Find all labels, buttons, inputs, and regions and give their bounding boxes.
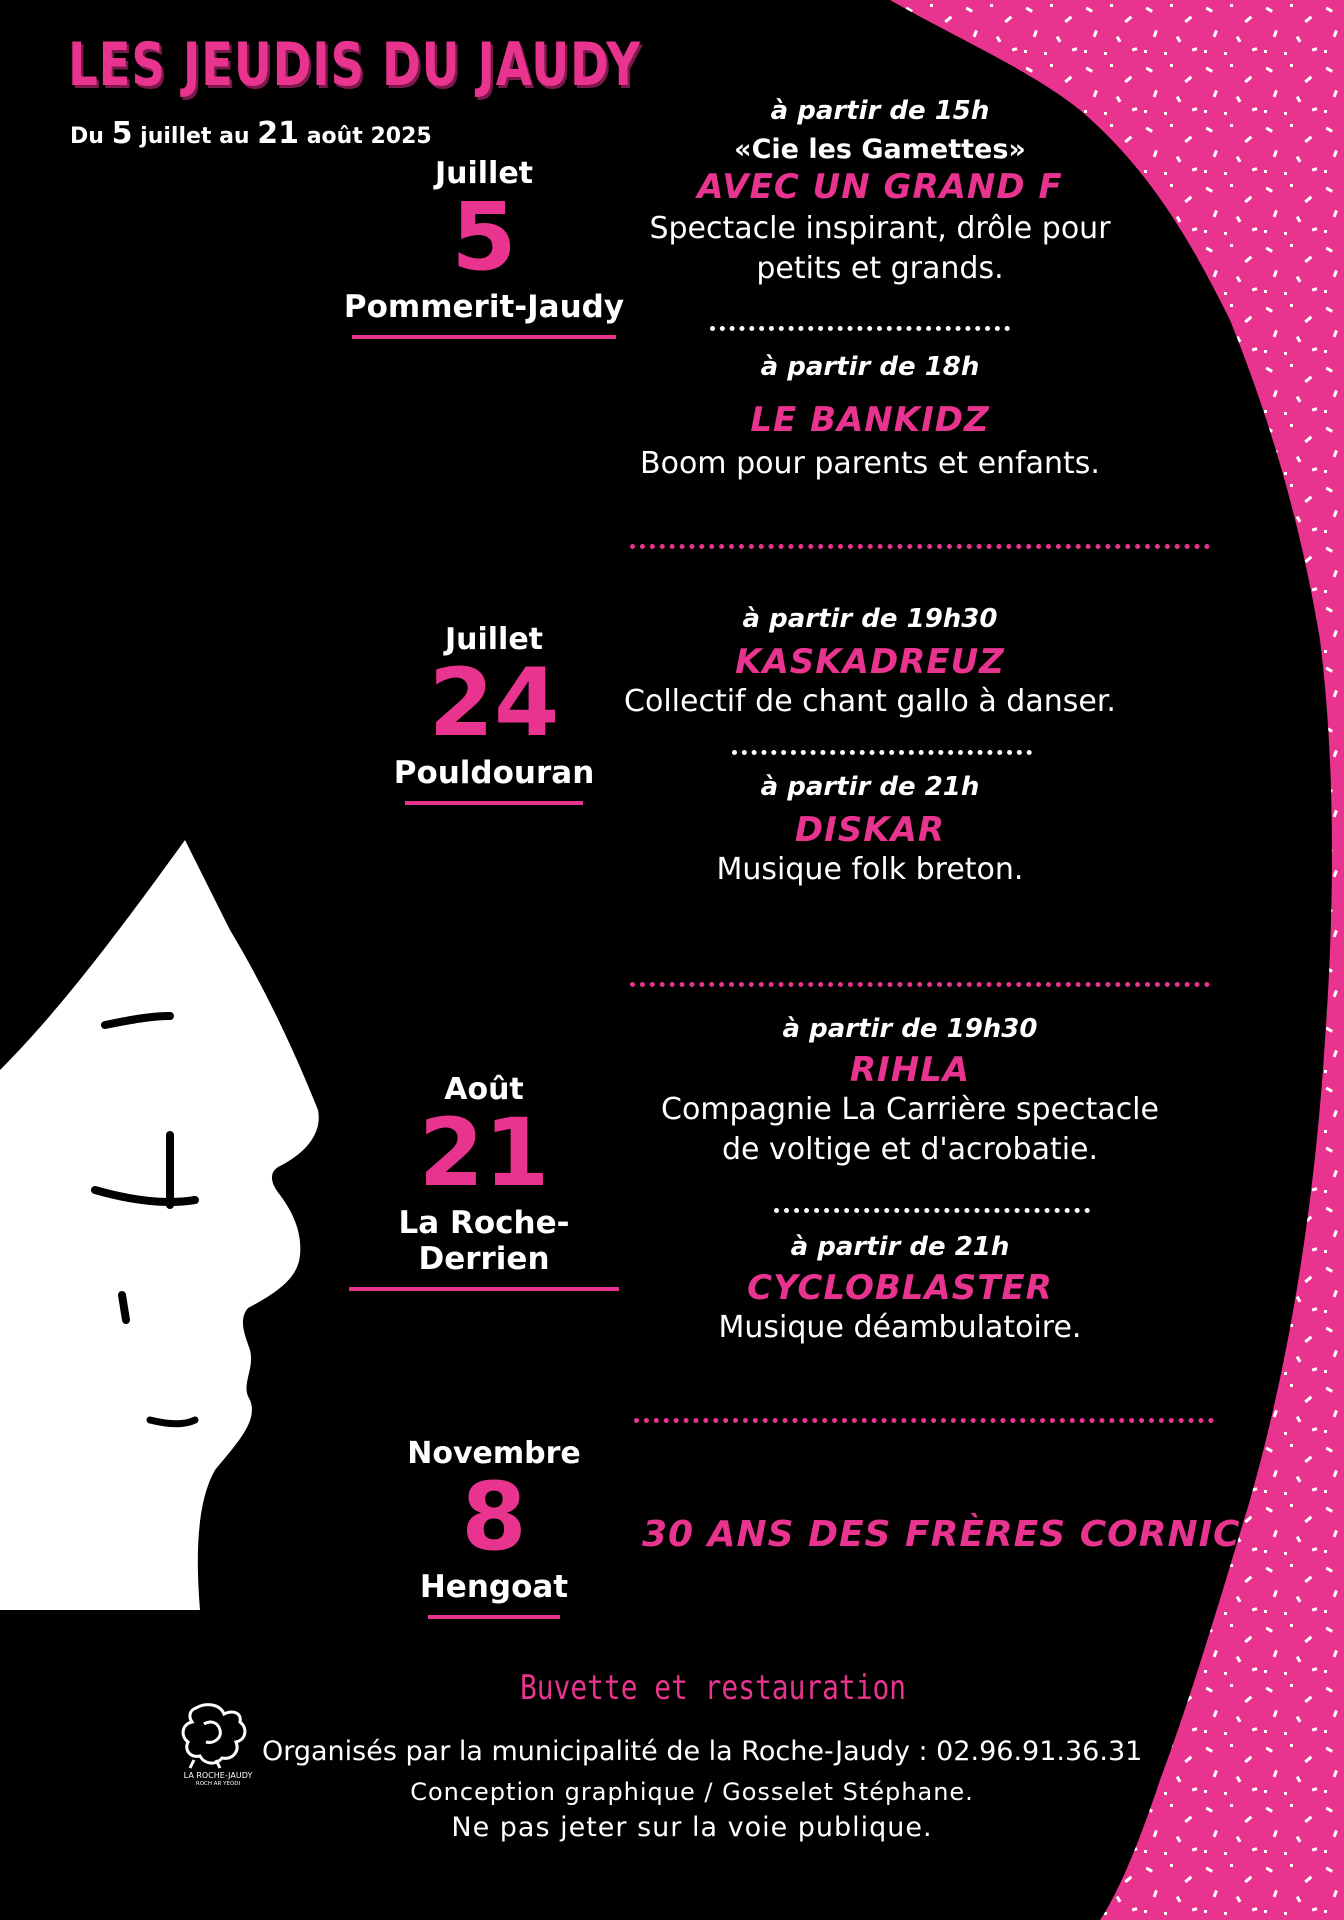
event-kaskadreuz xyxy=(600,604,1140,722)
event-time: à partir de 21h xyxy=(760,772,980,802)
date-place: Pouldouran xyxy=(393,755,595,791)
event-avec-un-grand-f xyxy=(610,96,1150,289)
page-title: LES JEUDIS DU JAUDY xyxy=(68,30,641,100)
notice-text: Ne pas jeter sur la voie publique. xyxy=(451,1812,933,1843)
date-month: Novembre xyxy=(407,1436,581,1471)
roche-jaudy-lion-logo xyxy=(176,1700,260,1786)
date-underline xyxy=(352,335,616,339)
dotted-separator xyxy=(710,326,1010,331)
event-desc: Musique déambulatoire. xyxy=(718,1310,1082,1345)
date-day: 21 xyxy=(418,1099,550,1208)
buvette-text: Buvette et restauration xyxy=(520,1668,907,1708)
event-desc: Spectacle inspirant, drôle pour xyxy=(649,211,1111,246)
event-freres-cornic xyxy=(642,1514,1241,1555)
organizer-text: Organisés par la municipalité de la Roche-Jaudy : 02.96.91.36.31 xyxy=(262,1736,1143,1767)
event-time: à partir de 18h xyxy=(760,352,980,382)
dotted-separator xyxy=(774,1208,1090,1213)
date-block-aout-21 xyxy=(334,1072,634,1291)
date-place: Hengoat xyxy=(419,1569,569,1605)
event-desc: petits et grands. xyxy=(756,250,1004,286)
date-block-juillet-24 xyxy=(344,622,644,805)
event-rihla xyxy=(640,1014,1180,1170)
event-diskar xyxy=(600,772,1140,890)
event-name: KASKADREUZ xyxy=(735,642,1005,682)
logo-text: LA ROCHE-JAUDY xyxy=(183,1771,253,1780)
event-name: CYCLOBLASTER xyxy=(747,1268,1053,1308)
dotted-separator-pink xyxy=(630,544,1210,549)
logo-subtext: ROCH AR YEODI xyxy=(195,1781,241,1786)
event-time: à partir de 21h xyxy=(790,1232,1010,1262)
event-time: à partir de 19h30 xyxy=(782,1014,1038,1044)
date-day: 24 xyxy=(428,649,560,758)
event-time: à partir de 19h30 xyxy=(742,604,998,634)
date-block-novembre-8 xyxy=(344,1436,644,1619)
dotted-separator-pink xyxy=(634,1418,1214,1423)
event-desc: Collectif de chant gallo à danser. xyxy=(624,684,1116,719)
event-desc: Musique folk breton. xyxy=(716,852,1024,887)
date-day: 5 xyxy=(451,183,517,292)
event-name: DISKAR xyxy=(794,810,946,850)
date-block-juillet-5 xyxy=(334,156,634,339)
event-desc: de voltige et d'acrobatie. xyxy=(721,1131,1099,1167)
date-day: 8 xyxy=(461,1463,527,1572)
face-illustration xyxy=(0,830,340,1730)
dotted-separator-pink xyxy=(630,982,1210,987)
event-company: «Cie les Gamettes» xyxy=(734,134,1026,165)
event-name: 30 ANS DES FRÈRES CORNIC xyxy=(642,1514,1241,1555)
event-le-bankidz xyxy=(600,352,1140,484)
date-underline xyxy=(349,1287,619,1291)
date-month: Juillet xyxy=(444,622,544,657)
date-month: Juillet xyxy=(434,156,534,191)
date-place: La Roche-Derrien xyxy=(398,1205,570,1277)
date-place: Pommerit-Jaudy xyxy=(343,289,625,325)
date-underline xyxy=(428,1615,560,1619)
credit-text: Conception graphique / Gosselet Stéphane. xyxy=(410,1778,974,1806)
dotted-separator xyxy=(732,750,1032,755)
date-month: Août xyxy=(444,1072,524,1107)
event-name: AVEC UN GRAND F xyxy=(697,167,1063,207)
date-range: Du 5 juillet au 21 août 2025 xyxy=(70,116,432,151)
event-time: à partir de 15h xyxy=(770,96,990,126)
date-underline xyxy=(405,801,583,805)
event-cycloblaster xyxy=(630,1232,1170,1348)
event-name: RIHLA xyxy=(849,1050,971,1090)
event-desc: Boom pour parents et enfants. xyxy=(640,446,1100,481)
event-name: LE BANKIDZ xyxy=(750,400,990,440)
event-desc: Compagnie La Carrière spectacle xyxy=(661,1092,1159,1127)
